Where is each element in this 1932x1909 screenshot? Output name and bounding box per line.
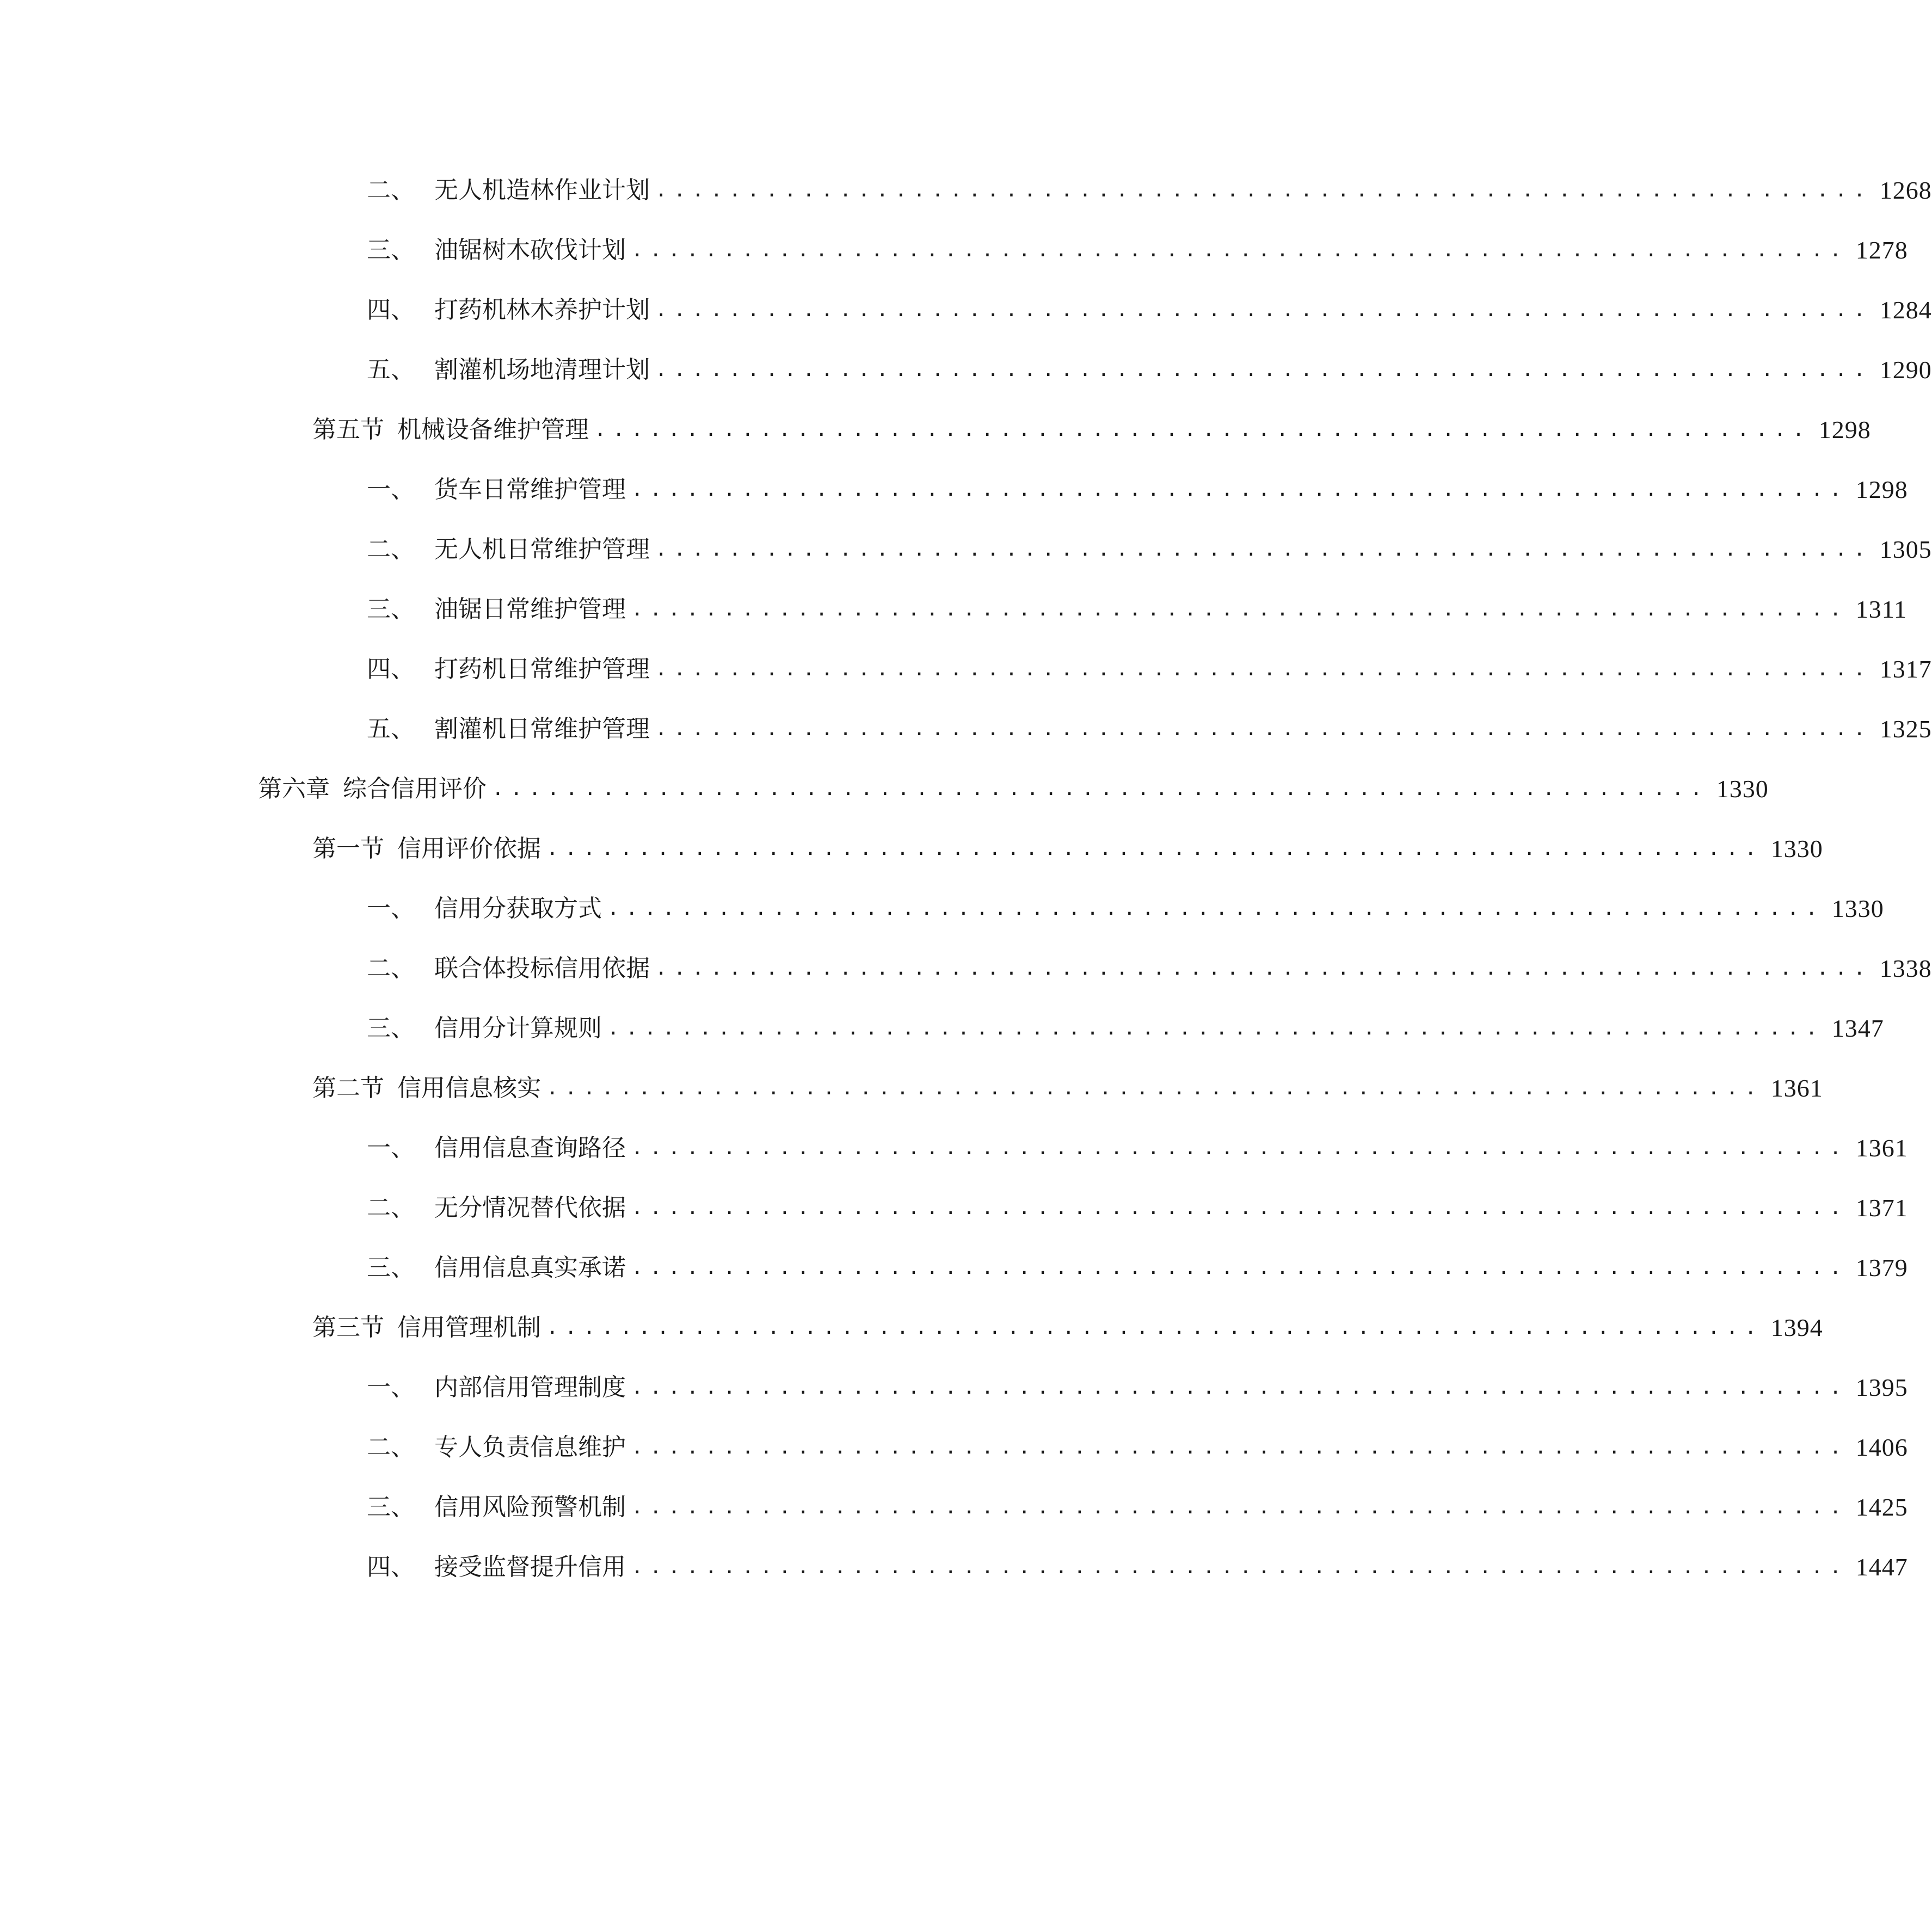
dot-leader: ..................................................................	[607, 897, 1824, 920]
toc-entry-title: 信用信息真实承诺	[434, 1254, 626, 1282]
toc-entry-page: 1330	[1831, 895, 1884, 922]
toc-entry-title: 接受监督提升信用	[434, 1553, 626, 1581]
toc-entry-page: 1278	[1855, 236, 1908, 264]
toc-entry-page: 1361	[1855, 1134, 1908, 1162]
toc-entry-number: 第六章	[258, 775, 330, 803]
dot-leader: ..................................................................	[631, 1556, 1848, 1578]
toc-entry-page: 1361	[1770, 1074, 1823, 1102]
toc-entry-number: 三、	[367, 236, 415, 264]
toc-entry-page: 1325	[1879, 715, 1932, 743]
dot-leader: ..................................................................	[655, 658, 1872, 680]
dot-leader: ..................................................................	[631, 598, 1848, 620]
toc-entry-title: 无人机造林作业计划	[434, 176, 650, 204]
toc-entry[interactable]	[367, 1189, 1908, 1227]
toc-entry-title: 信用风险预警机制	[434, 1493, 626, 1521]
toc-entry[interactable]	[367, 171, 1932, 210]
toc-entry-number: 三、	[367, 1014, 415, 1042]
toc-entry-page: 1371	[1855, 1194, 1908, 1222]
toc-entry[interactable]	[367, 1548, 1908, 1586]
toc-entry-title: 专人负责信息维护	[434, 1433, 626, 1461]
dot-leader: ..................................................................	[546, 1077, 1763, 1099]
toc-entry-number: 一、	[367, 1134, 415, 1162]
dot-leader: ..................................................................	[631, 1376, 1848, 1399]
toc-entry-number: 第一节	[312, 835, 384, 863]
toc-entry-title: 无人机日常维护管理	[434, 535, 650, 563]
toc-entry[interactable]	[312, 1069, 1823, 1107]
toc-entry-number: 二、	[367, 954, 415, 982]
toc-entry-page: 1395	[1855, 1374, 1908, 1401]
toc-entry-number: 四、	[367, 1553, 415, 1581]
toc-entry-number: 一、	[367, 1374, 415, 1401]
toc-entry-number: 二、	[367, 1194, 415, 1222]
toc-entry-page: 1447	[1855, 1553, 1908, 1581]
dot-leader: ..................................................................	[631, 1137, 1848, 1159]
toc-entry[interactable]	[367, 710, 1932, 748]
toc-entry-title: 联合体投标信用依据	[434, 954, 650, 982]
toc-entry-title: 油锯树木砍伐计划	[434, 236, 626, 264]
dot-leader: ..................................................................	[655, 957, 1872, 980]
toc-entry-title: 无分情况替代依据	[434, 1194, 626, 1222]
toc-entry[interactable]	[258, 770, 1769, 808]
toc-entry[interactable]	[367, 1009, 1884, 1048]
toc-entry-number: 四、	[367, 296, 415, 324]
toc-entry-number: 第五节	[312, 416, 384, 444]
toc-entry-page: 1425	[1855, 1493, 1908, 1521]
dot-leader: ..................................................................	[631, 239, 1848, 261]
toc-entry-title: 信用评价依据	[397, 835, 541, 863]
toc-entry[interactable]	[367, 231, 1908, 269]
toc-entry-title: 打药机日常维护管理	[434, 655, 650, 683]
toc-entry-page: 1298	[1818, 416, 1871, 444]
toc-entry-number: 二、	[367, 1433, 415, 1461]
toc-entry-number: 第二节	[312, 1074, 384, 1102]
toc-entry-page: 1379	[1855, 1254, 1908, 1282]
toc-entry[interactable]	[367, 471, 1908, 509]
toc-entry[interactable]	[312, 411, 1871, 449]
toc-entry-page: 1298	[1855, 476, 1908, 503]
dot-leader: ..................................................................	[607, 1017, 1824, 1039]
toc-entry[interactable]	[367, 890, 1884, 928]
dot-leader: ..................................................................	[655, 299, 1872, 321]
toc-entry-page: 1268	[1879, 176, 1932, 204]
toc-entry-page: 1290	[1879, 356, 1932, 384]
dot-leader: ..................................................................	[655, 359, 1872, 381]
toc-entry[interactable]	[367, 950, 1932, 988]
toc-entry[interactable]	[312, 1309, 1823, 1347]
dot-leader: ..................................................................	[546, 1316, 1763, 1339]
dot-leader: ..................................................................	[594, 418, 1811, 441]
toc-entry-title: 综合信用评价	[343, 775, 487, 803]
toc-entry-number: 第三节	[312, 1314, 384, 1341]
toc-entry-title: 割灌机日常维护管理	[434, 715, 650, 743]
toc-entry-number: 二、	[367, 176, 415, 204]
toc-entry-number: 五、	[367, 715, 415, 743]
toc-entry[interactable]	[367, 1369, 1908, 1407]
dot-leader: ..................................................................	[655, 538, 1872, 561]
dot-leader: ..................................................................	[492, 778, 1709, 800]
toc-entry-title: 信用信息查询路径	[434, 1134, 626, 1162]
toc-entry-page: 1311	[1855, 595, 1907, 623]
toc-entry-title: 信用分计算规则	[434, 1014, 602, 1042]
toc-entry-title: 信用分获取方式	[434, 895, 602, 922]
toc-entry[interactable]	[367, 1249, 1908, 1287]
toc-entry-title: 油锯日常维护管理	[434, 595, 626, 623]
toc-entry-number: 三、	[367, 1254, 415, 1282]
dot-leader: ..................................................................	[631, 478, 1848, 501]
toc-entry-title: 机械设备维护管理	[397, 416, 589, 444]
toc-entry[interactable]	[367, 1488, 1908, 1526]
dot-leader: ..................................................................	[631, 1257, 1848, 1279]
toc-entry-title: 内部信用管理制度	[434, 1374, 626, 1401]
dot-leader: ..................................................................	[655, 179, 1872, 201]
toc-entry-number: 三、	[367, 1493, 415, 1521]
dot-leader: ..................................................................	[655, 718, 1872, 740]
toc-entry[interactable]	[367, 291, 1932, 329]
toc-entry-title: 割灌机场地清理计划	[434, 356, 650, 384]
toc-entry-page: 1284	[1879, 296, 1932, 324]
toc-entry-page: 1330	[1770, 835, 1823, 863]
toc-entry-title: 信用管理机制	[397, 1314, 541, 1341]
toc-entry[interactable]	[367, 351, 1932, 389]
toc-entry-page: 1317	[1879, 655, 1932, 683]
toc-entry-page: 1347	[1831, 1014, 1884, 1042]
toc-entry-number: 四、	[367, 655, 415, 683]
toc-entry[interactable]	[312, 830, 1823, 868]
dot-leader: ..................................................................	[631, 1496, 1848, 1518]
toc-entry[interactable]	[367, 1428, 1908, 1467]
toc-entry-page: 1338	[1879, 954, 1932, 982]
toc-entry-number: 二、	[367, 535, 415, 563]
toc-entry-number: 三、	[367, 595, 415, 623]
toc-entry-title: 信用信息核实	[397, 1074, 541, 1102]
dot-leader: ..................................................................	[631, 1197, 1848, 1219]
toc-entry-page: 1406	[1855, 1433, 1908, 1461]
dot-leader: ..................................................................	[546, 838, 1763, 860]
toc-entry-number: 一、	[367, 476, 415, 503]
toc-entry[interactable]	[367, 650, 1932, 688]
dot-leader: ..................................................................	[631, 1436, 1848, 1458]
toc-entry[interactable]	[367, 1129, 1908, 1167]
toc-entry-title: 货车日常维护管理	[434, 476, 626, 503]
toc-entry-number: 一、	[367, 895, 415, 922]
toc-entry[interactable]	[367, 531, 1932, 569]
toc-entry-number: 五、	[367, 356, 415, 384]
toc-entry-page: 1394	[1770, 1314, 1823, 1341]
toc-entry-title: 打药机林木养护计划	[434, 296, 650, 324]
toc-entry-page: 1330	[1716, 775, 1769, 803]
toc-entry[interactable]	[367, 590, 1907, 629]
toc-entry-page: 1305	[1879, 535, 1932, 563]
